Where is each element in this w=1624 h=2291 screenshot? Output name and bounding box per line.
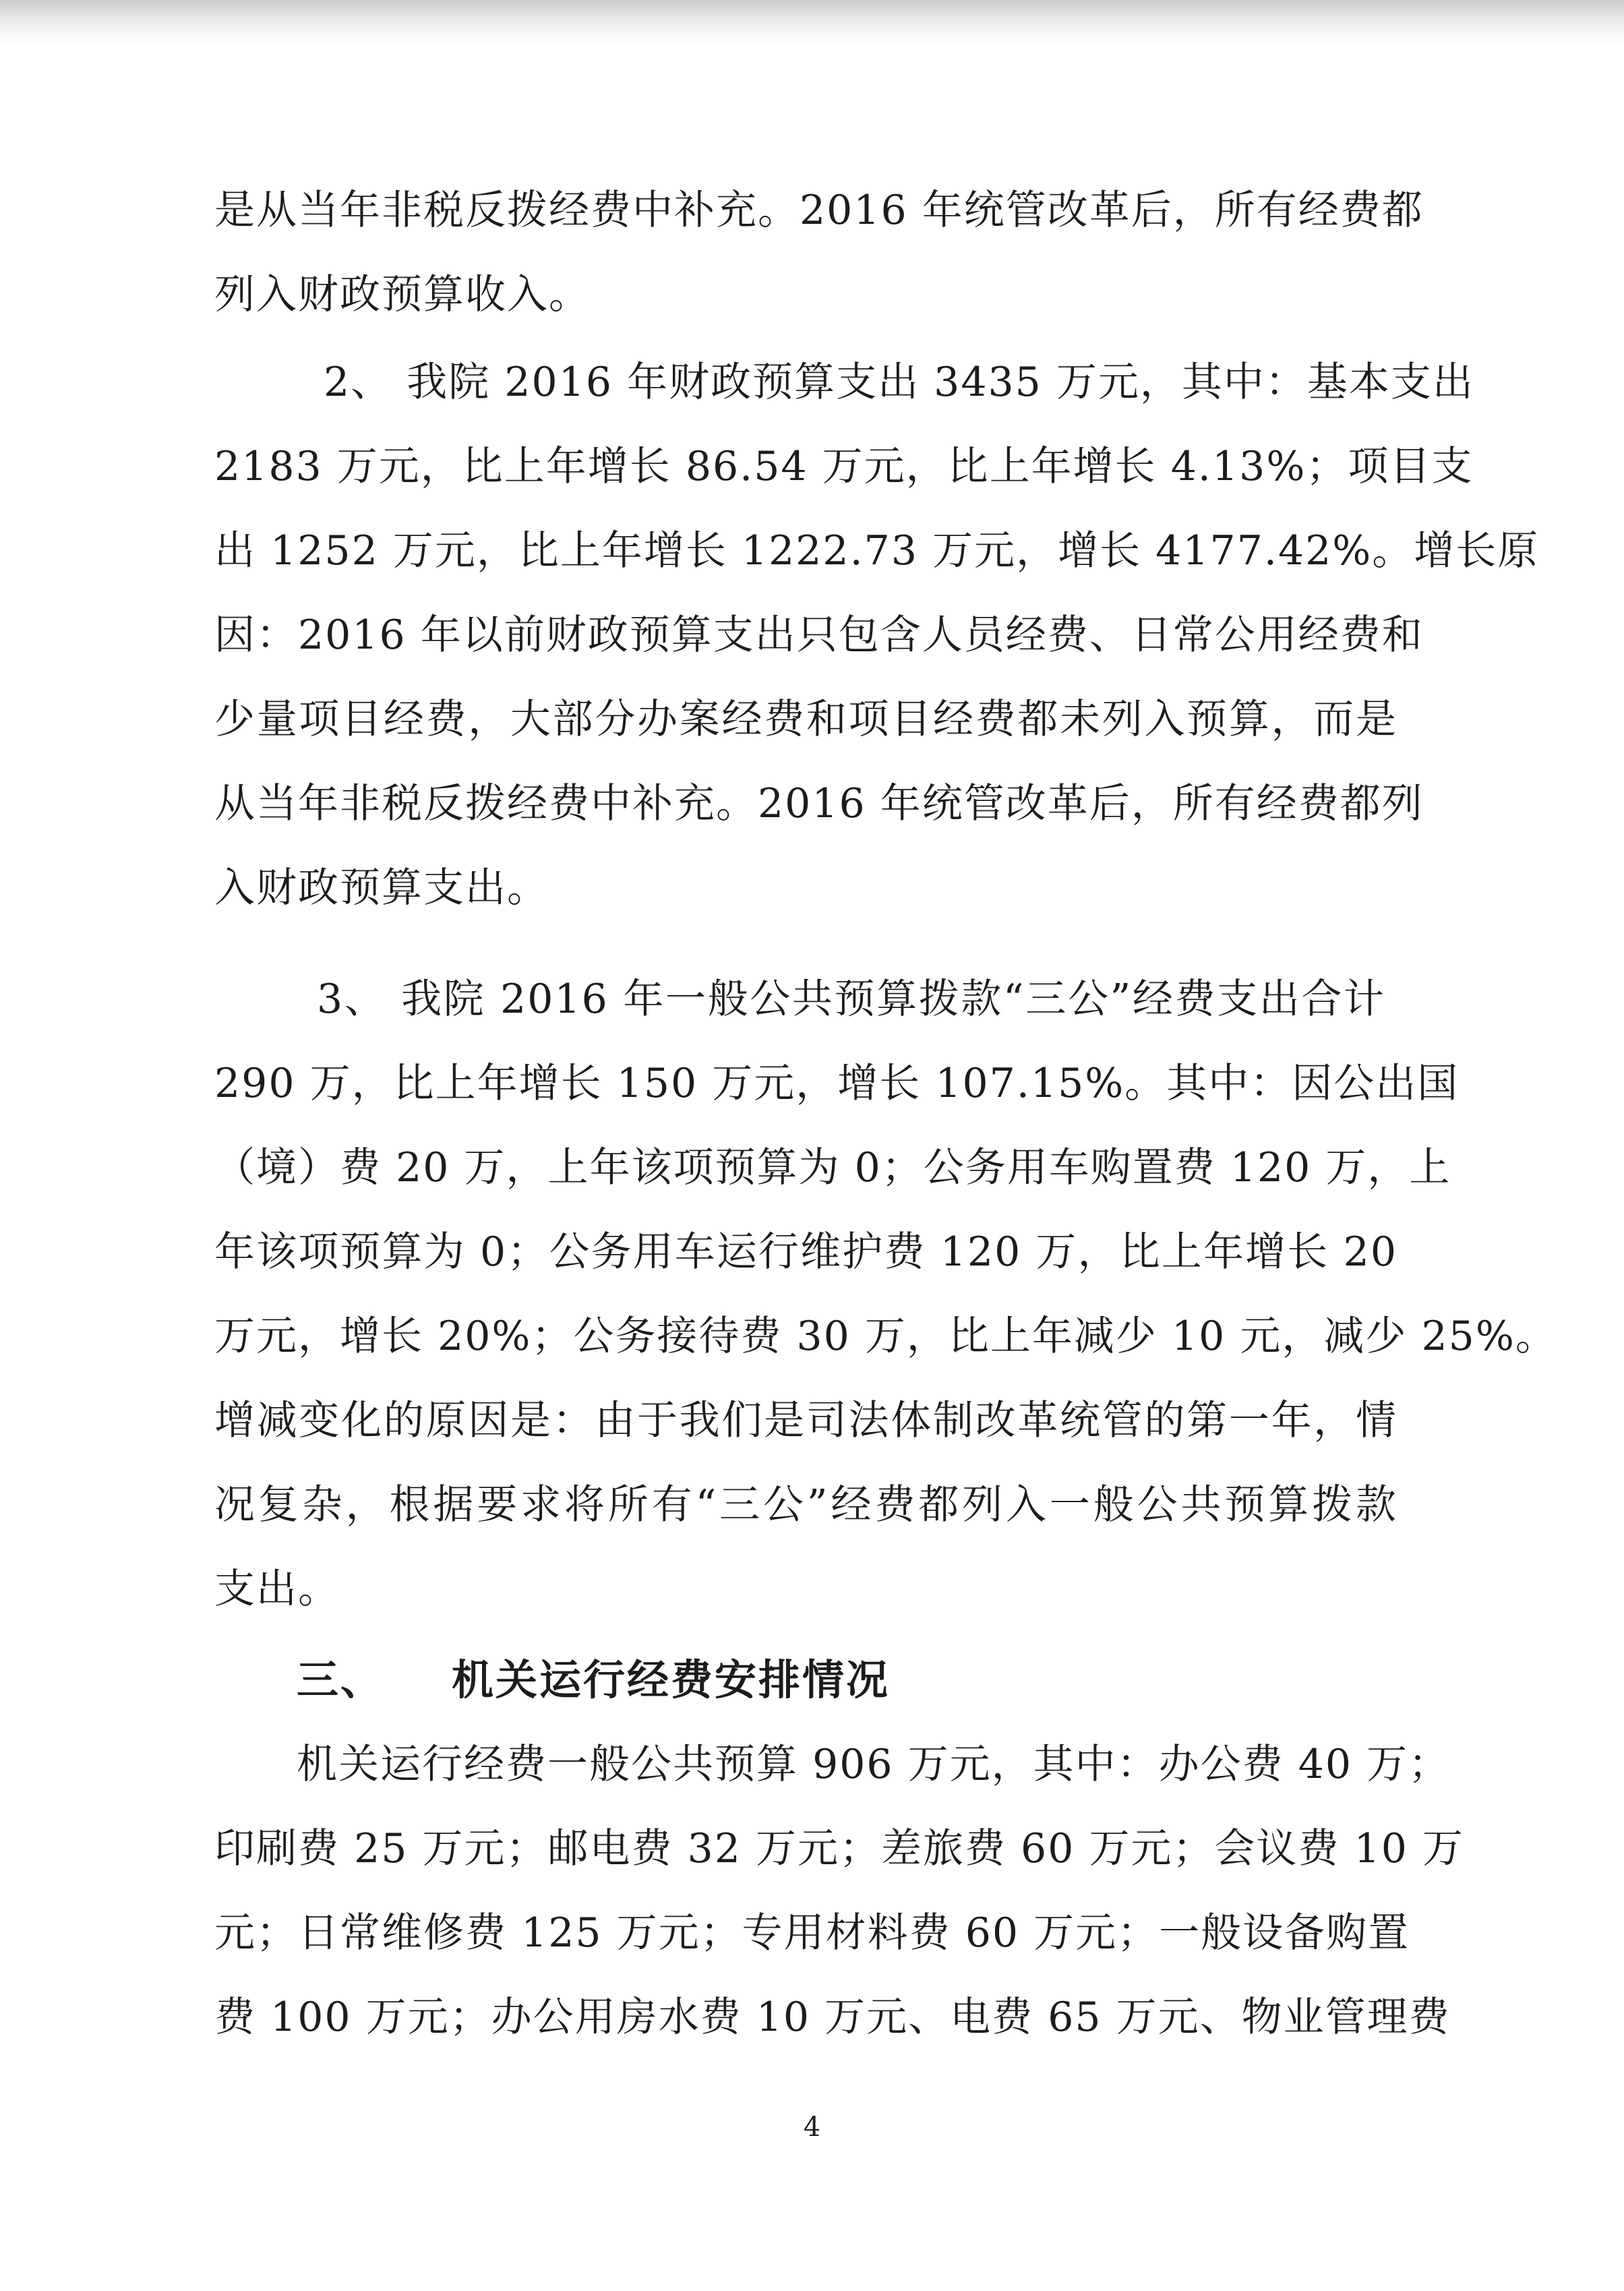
text-line: 是从当年非税反拨经费中补充。2016 年统管改革后，所有经费都: [214, 187, 1424, 234]
text-line: 元；日常维修费 125 万元；专用材料费 60 万元；一般设备购置: [214, 1909, 1410, 1957]
text-line: 况复杂，根据要求将所有“三公”经费都列入一般公共预算拨款: [214, 1481, 1397, 1528]
text-line: 出 1252 万元，比上年增长 1222.73 万元，增长 4177.42%。增长原: [214, 527, 1540, 574]
section-heading-title: 机关运行经费安排情况: [452, 1655, 891, 1704]
text-line: 290 万，比上年增长 150 万元，增长 107.15%。其中：因公出国: [214, 1060, 1460, 1107]
paragraph-2-first-line: 2、 我院 2016 年财政预算支出 3435 万元，其中：基本支出: [324, 359, 1474, 406]
text-line: 印刷费 25 万元；邮电费 32 万元；差旅费 60 万元；会议费 10 万: [214, 1825, 1464, 1872]
text-line: 支出。: [214, 1566, 340, 1613]
text-line: 列入财政预算收入。: [214, 271, 591, 318]
text-line: 增减变化的原因是：由于我们是司法体制改革统管的第一年，情: [214, 1397, 1397, 1444]
text-line: 万元，增长 20%；公务接待费 30 万，比上年减少 10 元，减少 25%。: [214, 1313, 1557, 1360]
paragraph-4-first-line: 机关运行经费一般公共预算 906 万元，其中：办公费 40 万；: [297, 1741, 1451, 1788]
text-line: 费 100 万元；办公用房水费 10 万元、电费 65 万元、物业管理费: [214, 1994, 1451, 2041]
text-line: 入财政预算支出。: [214, 864, 549, 912]
text-line: 2183 万元，比上年增长 86.54 万元，比上年增长 4.13%；项目支: [214, 443, 1474, 490]
text-line: 从当年非税反拨经费中补充。2016 年统管改革后，所有经费都列: [214, 780, 1424, 827]
section-heading: [297, 1655, 890, 1705]
paragraph-3-first-line: 3、 我院 2016 年一般公共预算拨款“三公”经费支出合计: [317, 976, 1385, 1023]
text-line: 少量项目经费，大部分办案经费和项目经费都未列入预算，而是: [214, 696, 1397, 743]
text-line: 年该项预算为 0；公务用车运行维护费 120 万，比上年增长 20: [214, 1228, 1397, 1276]
page-number: 4: [803, 2112, 821, 2143]
section-heading-number: 三、: [297, 1655, 385, 1704]
text-line: 因：2016 年以前财政预算支出只包含人员经费、日常公用经费和: [214, 612, 1424, 659]
text-line: （境）费 20 万，上年该项预算为 0；公务用车购置费 120 万，上: [214, 1144, 1451, 1191]
